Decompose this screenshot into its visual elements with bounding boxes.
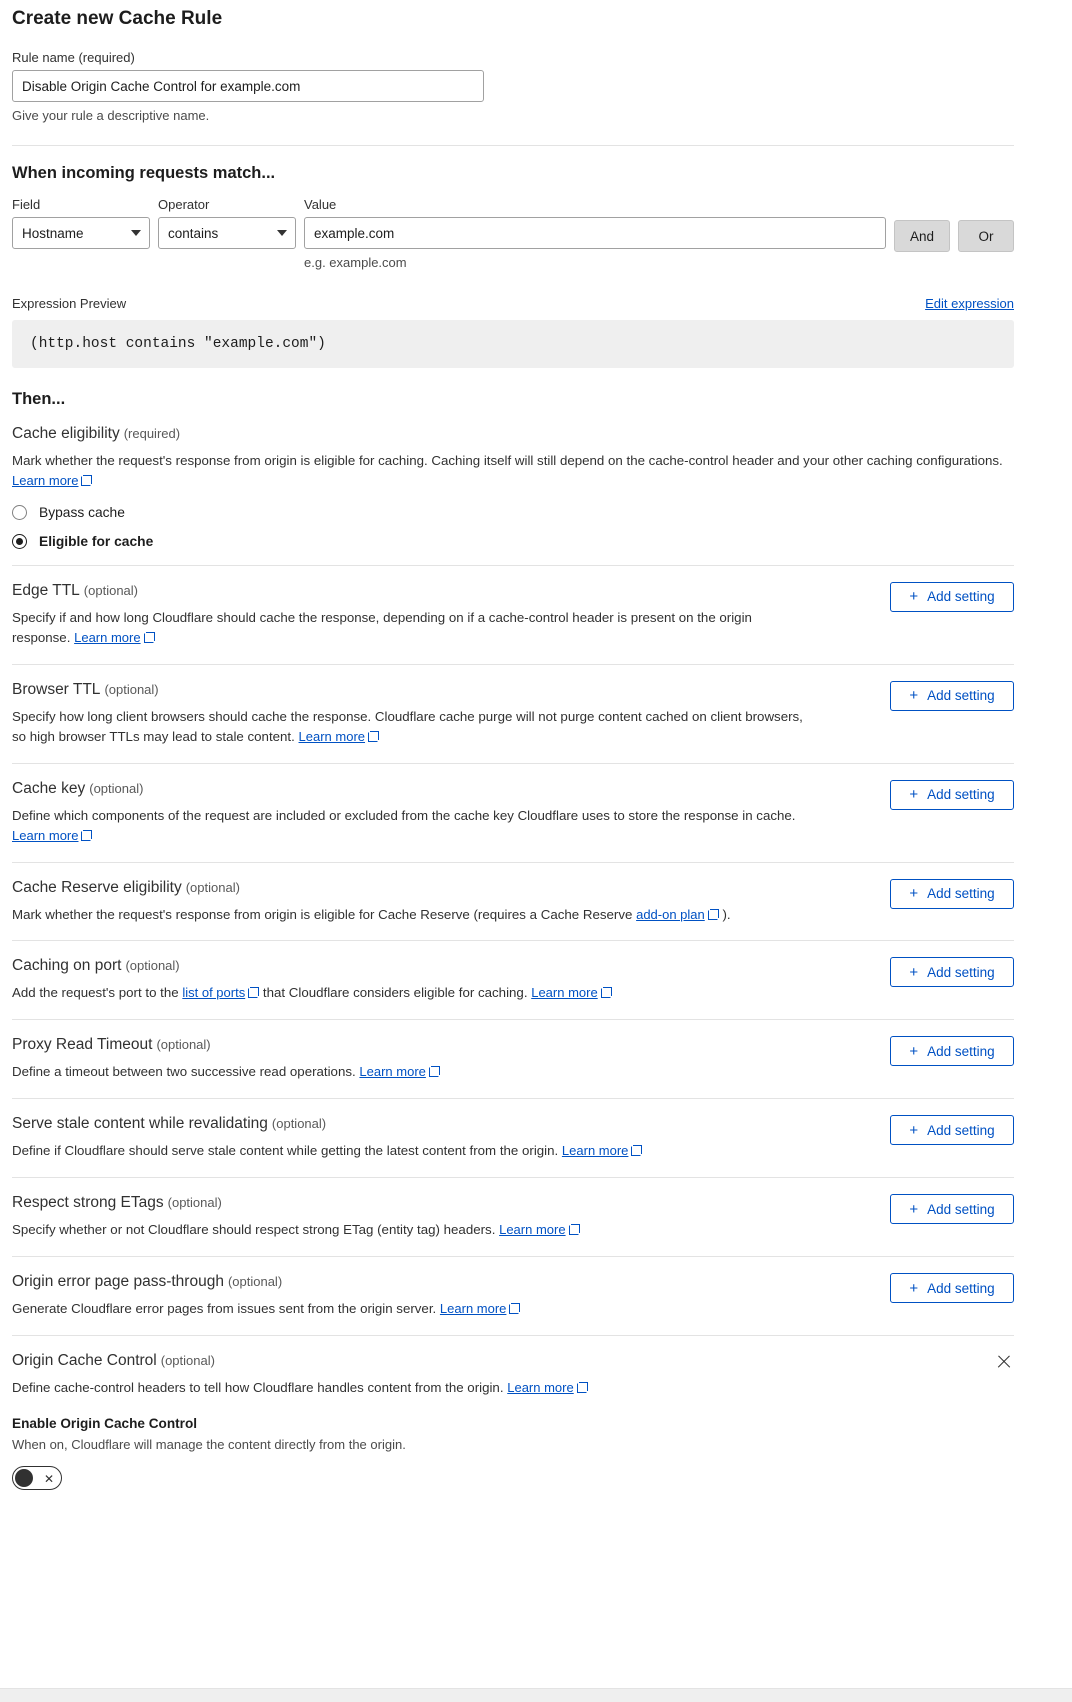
list-of-ports-link[interactable]: list of ports: [182, 985, 246, 1001]
radio-icon[interactable]: [12, 505, 27, 520]
plus-icon: +: [909, 687, 919, 705]
learn-more-link[interactable]: Learn more: [74, 629, 141, 645]
cache-reserve-title-text: Cache Reserve eligibility: [12, 878, 182, 896]
cache-key-title-text: Cache key: [12, 779, 86, 797]
field-label: Field: [12, 197, 41, 212]
rule-name-label: Rule name (required): [12, 50, 135, 65]
cache-eligibility-desc: [12, 451, 1014, 491]
add-setting-label: Add setting: [927, 1280, 995, 1296]
operator-label: Operator: [158, 197, 210, 212]
learn-more-link[interactable]: Learn more: [359, 1064, 426, 1080]
browser-ttl-desc-text: Specify how long client browsers should cache the response. Cloudflare cache purge will not purge content cached on client browsers, so high browser TTLs may lead to stale content.: [12, 708, 803, 744]
learn-more-link[interactable]: Learn more: [12, 827, 79, 843]
page-title: Create new Cache Rule: [12, 8, 223, 29]
add-setting-button-browser-ttl[interactable]: [890, 681, 1014, 711]
or-button[interactable]: Or: [958, 220, 1014, 252]
origin-error-title: [12, 1273, 812, 1291]
radio-eligible-for-cache-label: Eligible for cache: [39, 533, 154, 549]
value-column: [304, 197, 886, 270]
add-setting-button-serve-stale[interactable]: [890, 1115, 1014, 1145]
radio-bypass-cache-label: Bypass cache: [39, 504, 125, 520]
proxy-read-timeout-title: [12, 1036, 812, 1054]
external-link-icon: [368, 731, 379, 742]
edge-ttl-desc: [12, 608, 812, 648]
browser-ttl-title-text: Browser TTL: [12, 680, 101, 698]
plus-icon: +: [909, 1121, 919, 1139]
enable-origin-cache-control-desc: When on, Cloudflare will manage the content directly from the origin.: [12, 1437, 406, 1453]
setting-edge-ttl: [12, 565, 1014, 664]
plus-icon: +: [909, 1042, 919, 1060]
serve-stale-optional-tag: (optional): [271, 1116, 327, 1132]
external-link-icon: [81, 475, 92, 486]
cache-reserve-title: [12, 879, 812, 897]
external-link-icon: [601, 987, 612, 998]
setting-cache-eligibility: [12, 425, 1014, 565]
setting-origin-cache-control: [12, 1335, 1014, 1526]
cache-reserve-desc: [12, 905, 812, 925]
learn-more-link[interactable]: Learn more: [531, 985, 598, 1001]
plus-icon: +: [909, 588, 919, 606]
toggle-knob: [15, 1469, 33, 1487]
add-setting-label: Add setting: [927, 589, 995, 605]
close-icon[interactable]: [994, 1352, 1014, 1372]
serve-stale-title: [12, 1115, 812, 1133]
operator-column: [158, 197, 296, 249]
add-setting-label: Add setting: [927, 1043, 995, 1059]
cache-eligibility-title-text: Cache eligibility: [12, 425, 120, 442]
and-button[interactable]: And: [894, 220, 950, 252]
add-setting-button-cache-reserve[interactable]: [890, 879, 1014, 909]
operator-select[interactable]: [158, 217, 296, 249]
caching-on-port-title-text: Caching on port: [12, 957, 122, 975]
external-link-icon: [144, 632, 155, 643]
radio-icon-selected[interactable]: [12, 534, 27, 549]
setting-respect-strong-etags: [12, 1177, 1014, 1256]
cache-key-optional-tag: (optional): [89, 780, 144, 796]
edge-ttl-title: [12, 582, 812, 600]
respect-etags-title-text: Respect strong ETags: [12, 1194, 164, 1212]
value-hint: e.g. example.com: [304, 255, 407, 270]
logic-buttons: [894, 197, 1014, 252]
divider: [12, 145, 1014, 146]
serve-stale-title-text: Serve stale content while revalidating: [12, 1115, 268, 1133]
external-link-icon: [509, 1303, 520, 1314]
add-setting-label: Add setting: [927, 787, 995, 803]
rule-name-help: Give your rule a descriptive name.: [12, 108, 210, 123]
cache-key-desc: [12, 806, 812, 846]
add-setting-label: Add setting: [927, 1201, 995, 1217]
add-on-plan-link[interactable]: add-on plan: [636, 906, 705, 922]
match-row: [12, 197, 1014, 270]
then-heading: Then...: [12, 390, 66, 408]
expression-header: [12, 296, 1014, 311]
edge-ttl-optional-tag: (optional): [83, 582, 138, 598]
external-link-icon: [248, 987, 259, 998]
cache-key-desc-text: Define which components of the request are included or excluded from the cache key Cloudflare uses to store the response in cache.: [12, 807, 796, 823]
browser-ttl-optional-tag: (optional): [104, 681, 159, 697]
learn-more-link[interactable]: Learn more: [12, 472, 79, 488]
setting-origin-error-page-pass-through: [12, 1256, 1014, 1335]
learn-more-link[interactable]: Learn more: [507, 1380, 574, 1396]
origin-cache-control-title: [12, 1352, 1014, 1370]
external-link-icon: [81, 830, 92, 841]
respect-etags-optional-tag: (optional): [167, 1195, 222, 1211]
edge-ttl-desc-text: Specify if and how long Cloudflare should cache the response, depending on if a cache-control header is present on the origin response.: [12, 609, 752, 645]
browser-ttl-title: [12, 681, 812, 699]
cache-eligibility-title: [12, 425, 1014, 443]
bottom-bar: [0, 1688, 1072, 1702]
enable-origin-cache-control-toggle[interactable]: [12, 1466, 62, 1490]
cache-reserve-desc-tail: ).: [722, 906, 731, 922]
origin-cache-control-title-text: Origin Cache Control: [12, 1352, 157, 1370]
add-setting-button-respect-etags[interactable]: [890, 1194, 1014, 1224]
cache-reserve-desc-text: Mark whether the request's response from origin is eligible for Cache Reserve (requires a Cache Reserve: [12, 906, 633, 922]
expression-preview-label: Expression Preview: [12, 296, 127, 311]
field-column: [12, 197, 150, 249]
edge-ttl-title-text: Edge TTL: [12, 581, 80, 599]
add-setting-button-edge-ttl[interactable]: [890, 582, 1014, 612]
origin-error-desc-text: Generate Cloudflare error pages from issues sent from the origin server.: [12, 1301, 437, 1317]
add-setting-label: Add setting: [927, 1122, 995, 1138]
plus-icon: +: [909, 963, 919, 981]
value-label: Value: [304, 197, 337, 212]
learn-more-link[interactable]: Learn more: [298, 728, 366, 744]
proxy-read-timeout-title-text: Proxy Read Timeout: [12, 1036, 153, 1054]
origin-cache-control-desc: [12, 1378, 1014, 1398]
serve-stale-desc-text: Define if Cloudflare should serve stale content while getting the latest content from the origin.: [12, 1143, 559, 1159]
browser-ttl-desc: [12, 707, 812, 747]
respect-etags-desc-text: Specify whether or not Cloudflare should respect strong ETag (entity tag) headers.: [12, 1222, 496, 1238]
toggle-off-icon: ✕: [43, 1472, 54, 1487]
serve-stale-desc: [12, 1141, 812, 1161]
expression-preview-box: (http.host contains "example.com"): [12, 320, 1014, 368]
proxy-read-timeout-desc-text: Define a timeout between two successive read operations.: [12, 1064, 356, 1080]
radio-bypass-cache[interactable]: [12, 505, 1014, 520]
setting-serve-stale-content: [12, 1098, 1014, 1177]
respect-etags-desc: [12, 1220, 812, 1240]
add-setting-button-cache-key[interactable]: [890, 780, 1014, 810]
match-heading: When incoming requests match...: [12, 164, 276, 182]
origin-error-optional-tag: (optional): [227, 1274, 283, 1290]
radio-eligible-for-cache[interactable]: [12, 534, 1014, 549]
learn-more-link[interactable]: Learn more: [561, 1143, 629, 1159]
origin-cache-control-desc-text: Define cache-control headers to tell how Cloudflare handles content from the origin.: [12, 1380, 504, 1396]
add-setting-button-caching-on-port[interactable]: [890, 957, 1014, 987]
value-input[interactable]: [304, 217, 886, 249]
external-link-icon: [577, 1382, 588, 1393]
learn-more-link[interactable]: Learn more: [439, 1301, 507, 1317]
cache-reserve-optional-tag: (optional): [185, 879, 240, 895]
external-link-icon: [708, 909, 719, 920]
proxy-read-timeout-optional-tag: (optional): [156, 1037, 211, 1053]
add-setting-button-origin-error[interactable]: [890, 1273, 1014, 1303]
add-setting-label: Add setting: [927, 964, 995, 980]
origin-cache-control-optional-tag: (optional): [160, 1353, 215, 1369]
setting-cache-reserve-eligibility: [12, 862, 1014, 941]
rule-name-input[interactable]: [12, 70, 484, 102]
caching-on-port-optional-tag: (optional): [125, 958, 180, 974]
proxy-read-timeout-desc: [12, 1062, 812, 1082]
cache-eligibility-required-tag: (required): [123, 426, 181, 441]
add-setting-label: Add setting: [927, 688, 995, 704]
plus-icon: +: [909, 885, 919, 902]
setting-browser-ttl: [12, 664, 1014, 763]
external-link-icon: [569, 1224, 580, 1235]
respect-etags-title: [12, 1194, 812, 1212]
add-setting-label: Add setting: [927, 886, 995, 901]
origin-error-desc: [12, 1299, 812, 1319]
external-link-icon: [429, 1066, 440, 1077]
caching-on-port-desc: [12, 983, 812, 1003]
plus-icon: +: [909, 1200, 919, 1218]
setting-cache-key: [12, 763, 1014, 862]
field-select[interactable]: [12, 217, 150, 249]
add-setting-button-proxy-read-timeout[interactable]: [890, 1036, 1014, 1066]
cache-eligibility-desc-text: Mark whether the request's response from origin is eligible for caching. Caching itself will still depend on the cache-control header and your other caching configurations.: [12, 453, 1003, 468]
caching-on-port-desc-tail: that Cloudflare considers eligible for caching.: [262, 985, 528, 1001]
caching-on-port-desc-text: Add the request's port to the: [12, 985, 179, 1001]
rule-name-section: [12, 50, 1014, 123]
plus-icon: +: [909, 1279, 919, 1297]
caching-on-port-title: [12, 957, 812, 975]
setting-proxy-read-timeout: [12, 1019, 1014, 1098]
external-link-icon: [631, 1145, 642, 1156]
edit-expression-link[interactable]: Edit expression: [925, 296, 1014, 311]
learn-more-link[interactable]: Learn more: [499, 1222, 566, 1238]
cache-key-title: [12, 780, 812, 798]
setting-caching-on-port: [12, 940, 1014, 1019]
enable-origin-cache-control-label: Enable Origin Cache Control: [12, 1416, 198, 1432]
origin-error-title-text: Origin error page pass-through: [12, 1273, 224, 1291]
plus-icon: +: [909, 786, 919, 804]
